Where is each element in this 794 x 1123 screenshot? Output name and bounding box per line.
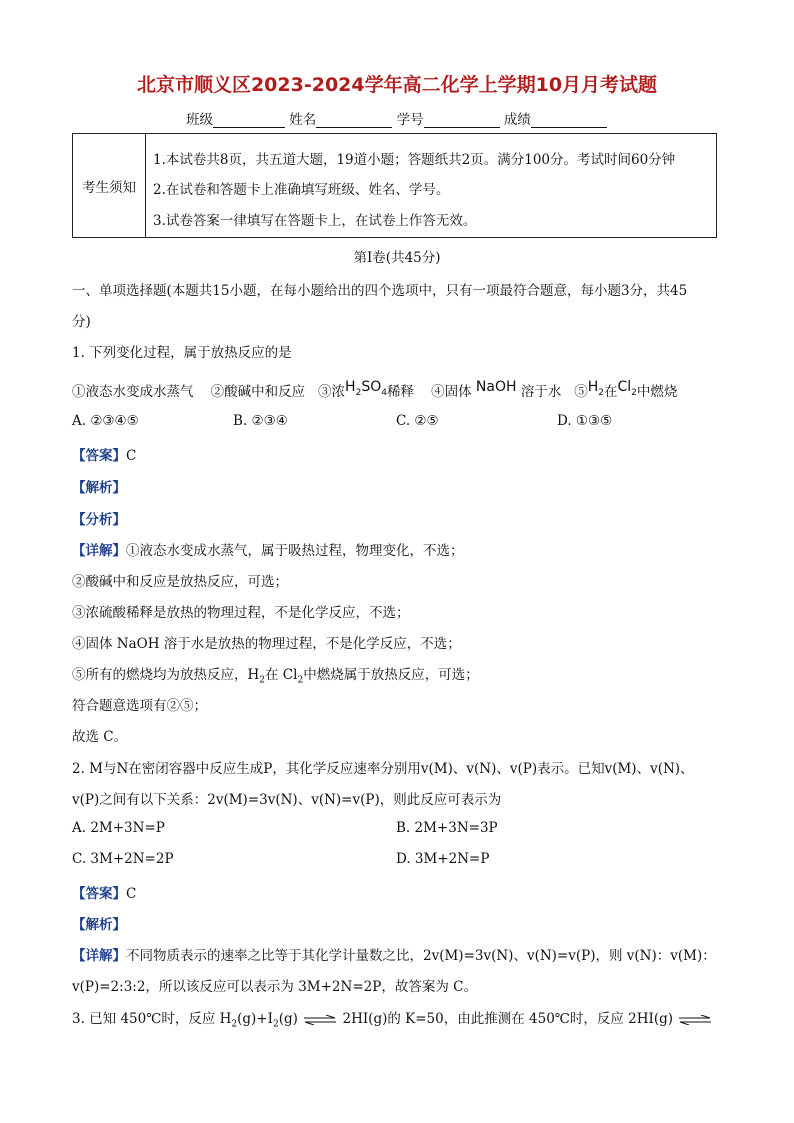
section-intro-line2: 分) <box>72 314 91 330</box>
class-label: 班级 <box>186 112 213 128</box>
student-id-label: 学号 <box>396 112 424 128</box>
q1-detail-line7: 故选 C。 <box>72 729 128 745</box>
q2-stem-line1: 2. M与N在密闭容器中反应生成P，其化学反应速率分别用v(M)、v(N)、v(P)表示。已知v(M)、v(N)、 <box>72 761 694 777</box>
q1-detail-line2: ②酸碱中和反应是放热反应，可选； <box>72 574 288 590</box>
q3-stem: 3. 已知 450℃时，反应 $H_2(g)+I_2(g)$ 2HI(g)的 K=50，由此推测在 450℃时，反应 2HI(g) <box>72 1007 713 1030</box>
q2-detail-line2: v(P)=2:3:2，所以该反应可以表示为 3M+2N=2P，故答案为 C。 <box>72 979 477 995</box>
class-blank[interactable] <box>213 113 285 128</box>
q1-detail-line6: 符合题意选项有②⑤； <box>72 698 207 714</box>
q2-answer: 【答案】C <box>72 886 137 902</box>
notice-item-2: 2.在试卷和答题卡上准确填写班级、姓名、学号。 <box>153 182 450 198</box>
name-blank[interactable] <box>316 113 392 128</box>
q1-detail-line3: ③浓硫酸稀释是放热的物理过程，不是化学反应，不选； <box>72 605 410 621</box>
q1-option-a[interactable]: A. ②③④⑤ <box>72 413 139 429</box>
q2-option-b[interactable]: B. 2M+3N=3P <box>396 820 498 836</box>
page-title: 北京市顺义区2023-2024学年高二化学上学期10月月考试题 <box>136 74 658 96</box>
notice-label: 考生须知 <box>73 134 146 237</box>
score-label: 成绩 <box>503 112 531 128</box>
q1-item-1: ①液态水变成水蒸气 <box>72 384 194 400</box>
q2-option-c[interactable]: C. 3M+2N=2P <box>72 851 174 867</box>
q1-option-d[interactable]: D. ①③⑤ <box>557 413 613 429</box>
q2-option-a[interactable]: A. 2M+3N=P <box>72 820 165 836</box>
q1-detail-line4: ④固体 NaOH 溶于水是放热的物理过程，不是化学反应，不选； <box>72 636 461 652</box>
q2-option-d[interactable]: D. 3M+2N=P <box>396 851 490 867</box>
notice-item-1: 1.本试卷共8页，共五道大题，19道小题；答题纸共2页。满分100分。考试时间60分钟 <box>153 152 676 168</box>
q1-answer: 【答案】C <box>72 448 137 464</box>
q1-item-5: $⑤H_2$在$Cl_2$中燃烧 <box>574 379 678 400</box>
student-info-row <box>186 108 607 128</box>
q2-analysis-label: 【解析】 <box>72 917 126 933</box>
notice-item-3: 3.试卷答案一律填写在答题卡上，在试卷上作答无效。 <box>153 213 477 229</box>
q1-item-3: ③浓$H_2SO_4$稀释 <box>318 379 414 400</box>
q2-detail-line1: 【详解】不同物质表示的速率之比等于其化学计量数之比，2v(M)=3v(N)、v(N)=v(P)，则 v(N)：v(M)： <box>72 948 716 964</box>
q2-stem-line2: v(P)之间有以下关系：2v(M)=3v(N)、v(N)=v(P)，则此反应可表示为 <box>72 792 502 808</box>
q1-option-b[interactable]: B. ②③④ <box>233 413 288 429</box>
q1-stem: 1. 下列变化过程，属于放热反应的是 <box>72 345 292 361</box>
name-label: 姓名 <box>289 112 317 128</box>
section-intro-line1: 一、单项选择题(本题共15小题，在每小题给出的四个选项中，只有一项最符合题意，每小题3分，共45 <box>72 283 688 299</box>
q1-option-c[interactable]: C. ②⑤ <box>396 413 439 429</box>
q1-item-4: ④固体 NaOH 溶于水 <box>431 379 562 400</box>
q1-item-2: ②酸碱中和反应 <box>210 384 306 400</box>
student-id-blank[interactable] <box>424 113 500 128</box>
section-title: 第Ⅰ卷(共45分) <box>353 250 441 266</box>
equilibrium-arrow-icon-2 <box>677 1015 713 1025</box>
exam-notice-box <box>72 133 717 238</box>
q1-fenxi-label: 【分析】 <box>72 512 126 528</box>
q1-analysis-label: 【解析】 <box>72 480 126 496</box>
score-blank[interactable] <box>531 113 607 128</box>
q1-items-row <box>72 380 677 403</box>
q1-detail-line1: 【详解】①液态水变成水蒸气，属于吸热过程，物理变化，不选； <box>72 543 464 559</box>
q1-detail-line5: ⑤所有的燃烧均为放热反应，$H_2$在 $Cl_2$中燃烧属于放热反应，可选； <box>72 667 479 686</box>
equilibrium-arrow-icon <box>302 1015 338 1025</box>
